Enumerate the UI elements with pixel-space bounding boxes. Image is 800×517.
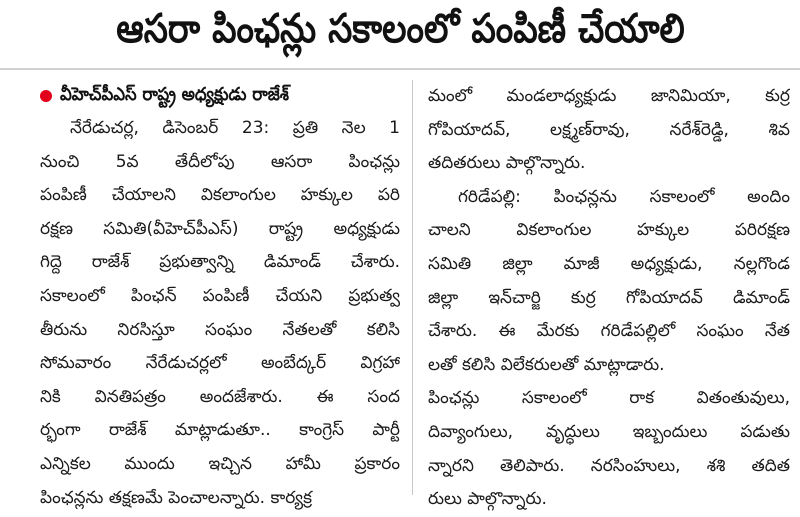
text-line: మంలో మండలాధ్యక్షుడు జానిమియా, కుర్ర [428, 86, 790, 106]
right-column [428, 80, 790, 517]
text-line: సోమవారం నేరేడుచర్లలో అంబేద్కర్ విగ్రహా [40, 353, 400, 374]
text-line: పింఛన్లను తక్షణమే పెంచాలన్నారు. కార్యక్ర [40, 487, 312, 508]
text-line: గరిడేపల్లి: పింఛన్లను సకాలంలో అందిం [458, 186, 790, 207]
text-line: నుంచి 5వ తేదీలోపు ఆసరా పింఛన్లు [40, 151, 400, 172]
text-line: సకాలంలో పింఛన్ పంపిణీ చేయని ప్రభుత్వ [40, 285, 400, 306]
text-line: నికి వినతిపత్రం అందజేశారు. ఈ సంద [40, 386, 400, 407]
headline-bar [0, 0, 800, 70]
text-line: గోపియాదవ్, లక్ష్మణ్‌రావు, నరేశ్‌రెడ్డి, శివ [428, 119, 790, 140]
text-line: రక్షణ సమితి(వీహెచ్‌పీఎస్) రాష్ట్ర అధ్యక్షుడు [40, 218, 400, 239]
column-divider [412, 80, 413, 495]
text-line: ర్భంగా రాజేశ్ మాట్లాడుతూ.. కాంగ్రెస్ పార్టీ [40, 420, 400, 441]
text-line: పంపిణీ చేయాలని వికలాంగుల హక్కుల పరి [40, 185, 400, 206]
subheading [40, 80, 400, 112]
text-line: దివ్యాంగులు, వృద్ధులు ఇబ్బందులు పడుతు [428, 421, 790, 442]
text-line: లతో కలిసి విలేకరులతో మాట్లాడారు. [428, 354, 665, 375]
text-line: పింఛన్లు సకాలంలో రాక వితంతువులు, [428, 388, 790, 409]
text-line: చాలని వికలాంగుల హక్కుల పరిరక్షణ [428, 220, 790, 241]
text-line: ఎన్నికల ముందు ఇచ్చిన హామీ ప్రకారం [40, 453, 400, 474]
right-column-text [428, 80, 790, 517]
article-body [40, 80, 790, 510]
text-line: గిద్దె రాజేశ్ ప్రభుత్వాన్ని డిమాండ్ చేశారు. [40, 252, 400, 273]
headline: ఆసరా పింఛన్లు సకాలంలో పంపిణీ చేయాలి [115, 6, 685, 52]
left-column-text [40, 112, 400, 515]
text-line: తీరును నిరసిస్తూ సంఘం నేతలతో కలిసి [40, 319, 400, 340]
text-line: నేరేడుచర్ల, డిసెంబర్ 23: ప్రతి నెల 1 [70, 118, 400, 138]
subheading-text: వీహెచ్‌పీఎస్ రాష్ట్ర అధ్యక్షుడు రాజేశ్ [60, 83, 289, 105]
text-line: జిల్లా ఇన్‌చార్జి కుర్ర గోపియాదవ్ డిమాండ్ [428, 287, 790, 308]
text-line: తదితరులు పాల్గొన్నారు. [428, 153, 586, 174]
text-line: సమితి జిల్లా మాజీ అధ్యక్షుడు, నల్లగొండ [428, 253, 790, 274]
text-line: చేశారు. ఈ మేరకు గరిడేపల్లిలో సంఘం నేత [428, 321, 790, 342]
text-line: రులు పాల్గొన్నారు. [428, 489, 547, 510]
text-line: న్నారని తెలిపారు. నరసింహులు, శశి తదిత [428, 455, 790, 476]
left-column [40, 80, 400, 515]
red-bullet-icon [40, 90, 52, 102]
